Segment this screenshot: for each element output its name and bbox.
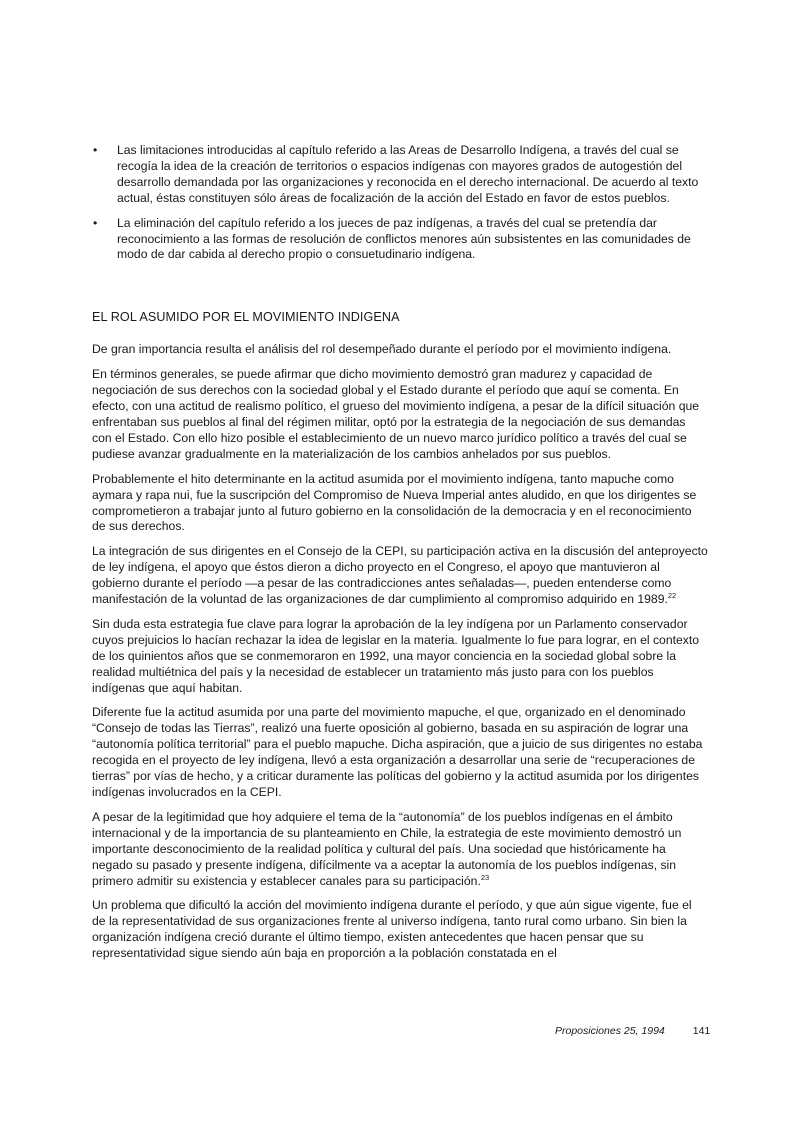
paragraph: Sin duda esta estrategia fue clave para lograr la aprobación de la ley indígena por un Parlamento conservador cuyos prejuicios lo hacían rechazar la idea de legislar en la materia. Igualmente lo fue para lograr, en el contexto de los quinientos años que se conmemoraron en 1992, una mayor conciencia en la sociedad global sobre la realidad multiétnica del país y la necesidad de establecer un tratamiento más justo para con los pueblos indígenas que aquí habitan.	[92, 616, 700, 695]
paragraph: Diferente fue la actitud asumida por una parte del movimiento mapuche, el que, organizado en el denominado “Consejo de todas las Tierras”, realizó una fuerte oposición al gobierno, basada en su aspiración de lograr una “autonomía política territorial” para el pueblo mapuche. Dicha aspiración, que a juicio de sus dirigentes no estaba recogida en el proyecto de ley indígena, llevó a esta organización a desarrollar una serie de “recuperaciones de tierras” por vías de hecho, y a criticar duramente las políticas del gobierno y la actitud asumida por los dirigentes indígenas involucrados en la CEPI.	[92, 705, 703, 799]
journal-citation: Proposiciones 25, 1994	[555, 1025, 665, 1037]
bullet-icon: •	[93, 143, 98, 157]
paragraph: En términos generales, se puede afirmar que dicho movimiento demostró gran madurez y capacidad de negociación de sus derechos con la sociedad global y el Estado durante el período que aquí se comenta. En efecto, con una actitud de realismo político, el grueso del movimiento indígena, a pesar de la difícil situación que enfrentaban sus pueblos al final del régimen militar, optó por la estrategia de la negociación de sus demandas con el Estado. Con ello hizo posible el establecimiento de un nuevo marco jurídico político a través del cual se pudiese avanzar gradualmente en la materialización de los cambios anhelados por sus pueblos.	[92, 367, 700, 461]
paragraph-text: La integración de sus dirigentes en el Consejo de la CEPI, su participación activa en la discusión del anteproyecto de ley indígena, el apoyo que éstos dieron a dicho proyecto en el Congreso, el apoyo que mantuvieron al gobierno durante el período —a pesar de las contradicciones antes señaladas—, pueden entenderse como manifestación de la voluntad de las organizaciones de dar cumplimiento al compromiso adquirido en 1989.	[92, 544, 708, 607]
page-footer	[555, 1025, 710, 1037]
paragraph: De gran importancia resulta el análisis del rol desempeñado durante el período por el movimiento indígena.	[92, 342, 672, 357]
footnote-ref[interactable]: 23	[480, 872, 490, 882]
footnote-ref[interactable]: 22	[667, 590, 677, 600]
bullet-text: Las limitaciones introducidas al capítulo referido a las Areas de Desarrollo Indígena, a través del cual se recogía la idea de la creación de territorios o espacios indígenas con mayores grados de autogestión del desarrollo demandada por las organizaciones y reconocida en el derecho internacional. De acuerdo al texto actual, éstas constituyen sólo áreas de focalización de la acción del Estado en favor de estos pueblos.	[117, 143, 699, 205]
paragraph	[92, 810, 708, 890]
bullet-text: La eliminación del capítulo referido a los jueces de paz indígenas, a través del cual se pretendía dar reconocimiento a las formas de resolución de conflictos menores aún subsistentes en las comunidades de modo de dar cabida al derecho propio o consuetudinario indígena.	[117, 215, 691, 262]
page-content	[92, 143, 708, 971]
paragraph: Un problema que dificultó la acción del movimiento indígena durante el período, y que aún sigue vigente, fue el de la representatividad de sus organizaciones frente al universo indígena, tanto rural como urbano. Sin bien la organización indígena creció durante el último tiempo, existen antecedentes que hacen pensar que su representatividad sigue siendo aún baja en proporción a la población constatada en el	[92, 898, 692, 961]
list-item	[92, 216, 708, 264]
paragraph-text: A pesar de la legitimidad que hoy adquiere el tema de la “autonomía” de los pueblos indígenas en el ámbito internacional y de la importancia de su planteamiento en Chile, la estrategia de este movimiento demostró un importante desconocimiento de la realidad política y cultural del país. Una sociedad que históricamente ha negado su pasado y presente indígena, difícilmente va a aceptar la autonomía de los pueblos indígenas, sin primero admitir su existencia y establecer canales para su participación.	[92, 809, 682, 888]
bullet-list	[92, 143, 708, 263]
paragraph: Probablemente el hito determinante en la actitud asumida por el movimiento indígena, tanto mapuche como aymara y rapa nui, fue la suscripción del Compromiso de Nueva Imperial antes aludido, en que los dirigentes se comprometieron a trabajar junto al futuro gobierno en la consolidación de la democracia y en el reconocimiento de sus derechos.	[92, 471, 697, 534]
page-number: 141	[692, 1025, 711, 1037]
bullet-icon: •	[93, 215, 98, 230]
paragraph	[92, 544, 708, 608]
section-heading: EL ROL ASUMIDO POR EL MOVIMIENTO INDIGENA	[92, 310, 400, 325]
list-item	[92, 143, 708, 207]
